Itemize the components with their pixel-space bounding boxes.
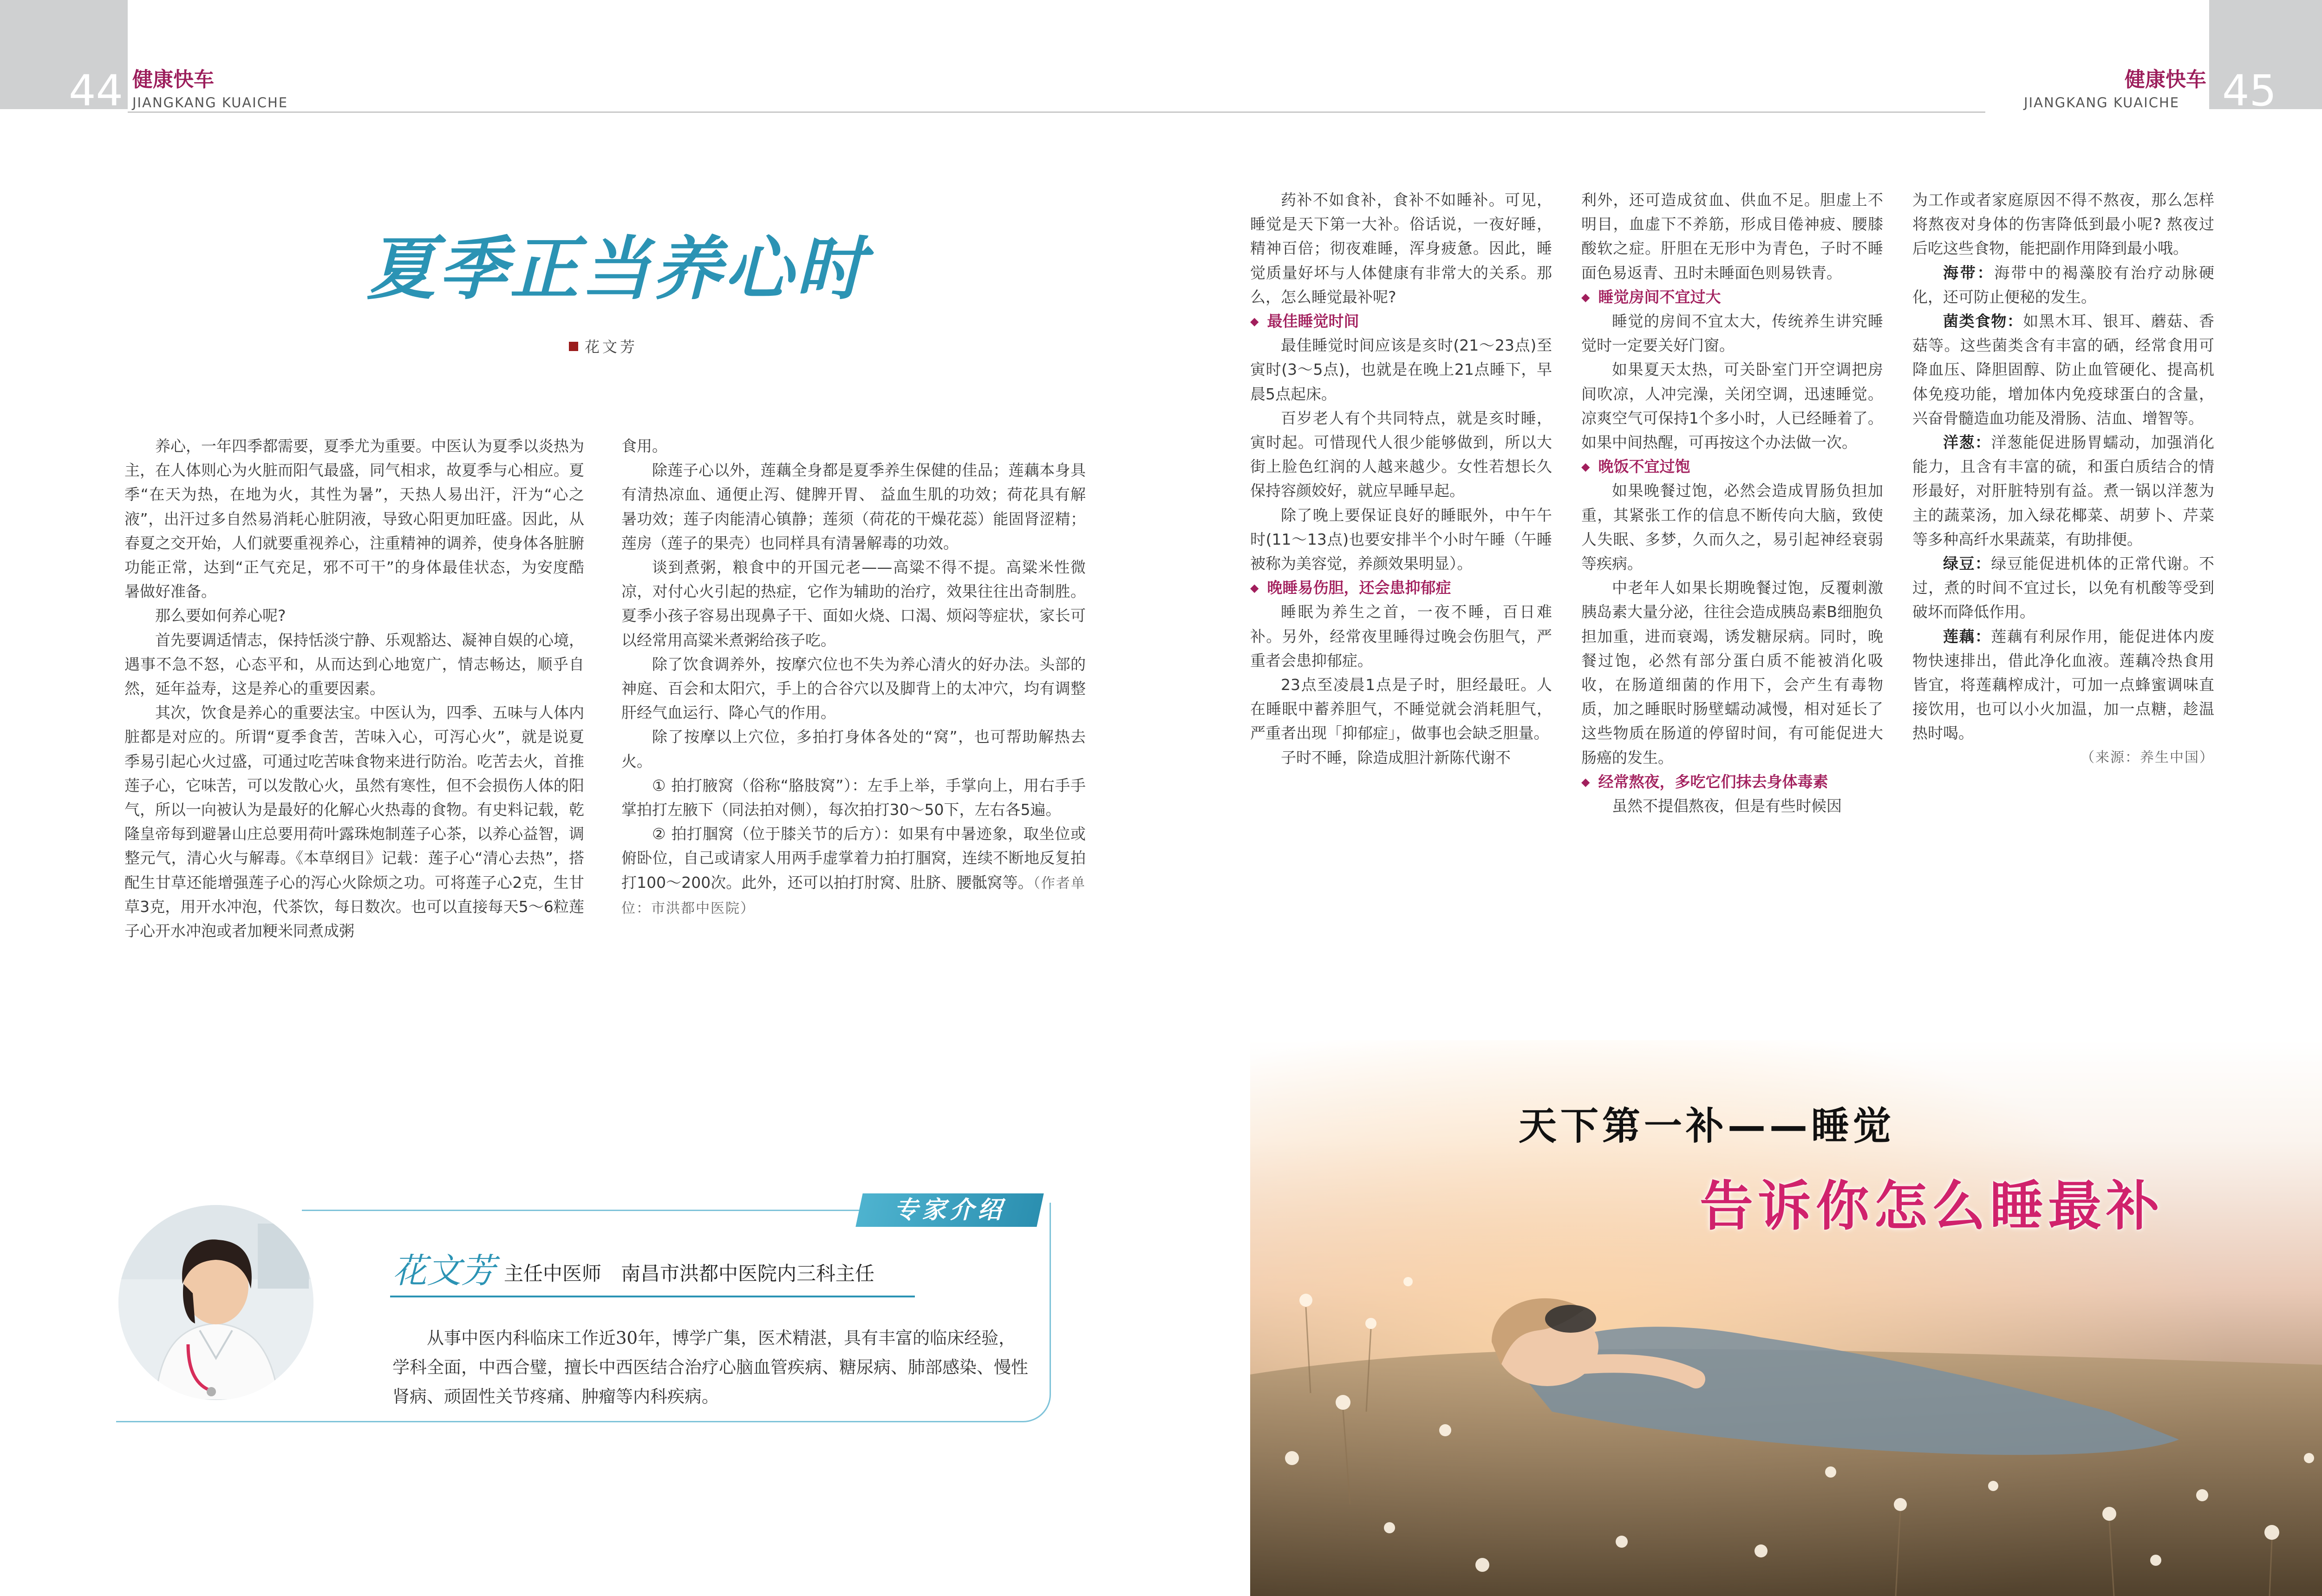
article-column-5 (1912, 188, 2214, 770)
section-heading: ◆ 经常熬夜，多吃它们抹去身体毒素 (1581, 770, 1883, 794)
paragraph: 除了晚上要保证良好的睡眠外，中午午时(11～13点)也要安排半个小时午睡（午睡被称为美容觉，养颜效果明显）。 (1250, 506, 1552, 573)
doctor-portrait (118, 1205, 313, 1400)
paragraph: 睡眠为养生之首，一夜不睡，百日难补。另外，经常夜里睡得过晚会伤胆气，严重者会患抑郁症。 (1250, 603, 1552, 670)
author-affiliation: （作者单位：市洪都中医院） (621, 875, 1086, 917)
paragraph: 23点至凌晨1点是子时，胆经最旺。人在睡眠中蓄养胆气，不睡觉就会消耗胆气，严重者出现「抑郁症」，做事也会缺乏胆量。 (1250, 676, 1552, 743)
food-name: 莲藕： (1943, 627, 1991, 645)
header-title-left: 健康快车 (132, 68, 214, 91)
expert-intro-label: 专家介绍 (894, 1196, 1005, 1224)
food-item (1912, 625, 2214, 746)
doctor-portrait-image (118, 1205, 313, 1400)
article-column-1 (124, 434, 584, 943)
expert-title-rule (390, 1296, 915, 1297)
expert-description: 从事中医内科临床工作近30年，博学广集，医术精湛，具有丰富的临床经验，学科全面，中西合璧，擅长中西医结合治疗心脑血管疾病、糖尿病、肺部感染、慢性肾病、顽固性关节疼痛、肿瘤等内科疾病。 (392, 1328, 1028, 1407)
paragraph: 那么要如何养心呢? (155, 606, 286, 625)
banner-title: 天下第一补——睡觉 (1519, 1104, 1895, 1148)
paragraph: 子时不睡，除造成胆汁新陈代谢不 (1281, 748, 1511, 767)
food-text: 莲藕有利尿作用，能促进体内废物快速排出，借此净化血液。莲藕冷热食用皆宜，将莲藕榨成汁，可加一点蜂蜜调味直接饮用，也可以小火加温，加一点糖，趁温热时喝。 (1912, 627, 2214, 743)
header-subtitle-left: JIANGKANG KUAICHE (132, 95, 288, 111)
food-item (1912, 552, 2214, 625)
paragraph: ① 拍打腋窝（俗称“胳肢窝”）：左手上举，手掌向上，用右手手掌拍打左腋下（同法拍对侧），每次拍打30～50下，左右各5遍。 (621, 776, 1086, 819)
paragraph: 养心，一年四季都需要，夏季尤为重要。中医认为夏季以炎热为主，在人体则心为火脏而阳气最盛，同气相求，故夏季与心相应。夏季“在天为热，在地为火，其性为暑”，天热人易出汗，汗为“心之液”，出汗过多自然易消耗心脏阴液，导致心阳更加旺盛。因此，从春夏之交开始，人们就要重视养心，注重精神的调养，使身体各脏腑功能正常，达到“正气充足，邪不可干”的身体最佳状态，为安度酷暑做好准备。 (124, 437, 584, 601)
paragraph-text: ② 拍打腘窝（位于膝关节的后方）：如果有中暑迹象，取坐位或俯卧位，自己或请家人用两手虚掌着力拍打腘窝，连续不断地反复拍打100～200次。此外，还可以拍打肘窝、肚脐、腰骶窝等。 (621, 825, 1086, 892)
paragraph: 如果晚餐过饱，必然会造成胃肠负担加重，其紧张工作的信息不断传向大脑，致使人失眠、多梦，久而久之，易引起神经衰弱等疾病。 (1581, 482, 1883, 573)
paragraph: 食用。 (621, 437, 667, 455)
article-source: （来源：养生中国） (2081, 749, 2214, 766)
header-rule-left (128, 111, 1985, 113)
paragraph: 虽然不提倡熬夜，但是有些时候因 (1612, 797, 1842, 815)
article-title: 夏季正当养心时 (367, 229, 867, 309)
expert-name: 花文芳 (392, 1251, 496, 1291)
food-item (1912, 309, 2214, 430)
section-heading: ◆ 最佳睡觉时间 (1250, 309, 1552, 333)
page-number-left: 44 (69, 66, 124, 116)
author-name: 花文芳 (585, 338, 638, 356)
paragraph: 谈到煮粥，粮食中的开国元老——高粱不得不提。高粱米性微凉，对付心火引起的热症，它作为辅助的治疗，效果往往出奇制胜。夏季小孩子容易出现鼻子干、面如火烧、口渴、烦闷等症状，家长可以经常用高粱米煮粥给孩子吃。 (621, 558, 1086, 649)
paragraph: 中老年人如果长期晚餐过饱，反覆刺激胰岛素大量分泌，往往会造成胰岛素B细胞负担加重，进而衰竭，诱发糖尿病。同时，晚餐过饱，必然有部分蛋白质不能被消化吸收，在肠道细菌的作用下，会产生有毒物质，加之睡眠时肠壁蠕动减慢，相对延长了这些物质在肠道的停留时间，有可能促进大肠癌的发生。 (1581, 579, 1883, 767)
paragraph: 药补不如食补，食补不如睡补。可见，睡觉是天下第一大补。俗话说，一夜好睡，精神百倍；彻夜难睡，浑身疲惫。因此，睡觉质量好坏与人体健康有非常大的关系。那么，怎么睡觉最补呢? (1250, 191, 1552, 306)
page-number-right: 45 (2222, 66, 2277, 116)
article-column-4 (1581, 188, 1883, 818)
paragraph: 除莲子心以外，莲藕全身都是夏季养生保健的佳品；莲藕本身具有清热凉血、通便止泻、健脾开胃、 益血生肌的功效；荷花具有解暑功效；莲子肉能清心镇静；莲须（荷花的干燥花蕊）能固肾涩精；莲房（莲子的果壳）也同样具有清暑解毒的功效。 (621, 461, 1086, 552)
section-heading: ◆ 晚睡易伤胆，还会患抑郁症 (1250, 576, 1552, 600)
paragraph (621, 822, 1086, 921)
section-heading: ◆ 睡觉房间不宜过大 (1581, 285, 1883, 309)
paragraph: 如果夏天太热，可关卧室门开空调把房间吹凉，人冲完澡，关闭空调，迅速睡觉。凉爽空气可保持1个多小时，人已经睡着了。如果中间热醒，可再按这个办法做一次。 (1581, 360, 1883, 452)
article-column-2 (621, 434, 1086, 921)
paragraph: 睡觉的房间不宜太大，传统养生讲究睡觉时一定要关好门窗。 (1581, 312, 1883, 355)
paragraph: 其次，饮食是养心的重要法宝。中医认为，四季、五味与人体内脏都是对应的。所谓“夏季食苦，苦味入心，可泻心火”，就是说夏季易引起心火过盛，可通过吃苦味食物来进行防治。吃苦去火，首推莲子心，它味苦，可以发散心火，虽然有寒性，但不会损伤人体的阳气，所以一向被认为是最好的化解心火热毒的食物。有史料记载，乾隆皇帝每到避暑山庄总要用荷叶露珠炮制莲子心茶，以养心益智，调整元气，清心火与解毒。《本草纲目》记载：莲子心“清心去热”，搭配生甘草还能增强莲子心的泻心火除烦之功。可将莲子心2克，生甘草3克，用开水冲泡，代茶饮，每日数次。也可以直接每天5～6粒莲子心开水冲泡或者加粳米同煮成粥 (124, 704, 584, 940)
food-item (1912, 430, 2214, 552)
paragraph: 除了按摩以上穴位，多拍打身体各处的“窝”，也可帮助解热去火。 (621, 728, 1086, 770)
paragraph: 百岁老人有个共同特点，就是亥时睡，寅时起。可惜现代人很少能够做到，所以大街上脸色红润的人越来越少。女性若想长久保持容颜姣好，就应早睡早起。 (1250, 409, 1552, 500)
paragraph: 利外，还可造成贫血、供血不足。胆虚上不明目，血虚下不养筋，形成目倦神疲、腰膝酸软之症。肝胆在无形中为青色，子时不睡面色易返青、丑时未睡面色则易铁青。 (1581, 191, 1883, 282)
food-item (1912, 261, 2214, 309)
food-name: 海带： (1943, 263, 1995, 282)
banner-subtitle: 告诉你怎么睡最补 (1700, 1175, 2165, 1238)
expert-title: 主任中医师 南昌市洪都中医院内三科主任 (504, 1262, 875, 1285)
paragraph: 最佳睡觉时间应该是亥时(21～23点)至寅时(3～5点)，也就是在晚上21点睡下，早晨5点起床。 (1250, 336, 1552, 403)
food-name: 绿豆： (1943, 554, 1991, 573)
expert-intro-rule (302, 1210, 859, 1211)
food-text: 绿豆能促进机体的正常代谢。不过，煮的时间不宜过长，以免有机酸等受到破坏而降低作用。 (1912, 554, 2214, 621)
article-column-3 (1250, 188, 1552, 770)
section-heading: ◆ 晚饭不宜过饱 (1581, 455, 1883, 479)
expert-intro-tag (855, 1193, 1044, 1227)
article-byline (569, 335, 638, 357)
food-name: 菌类食物： (1943, 312, 2023, 331)
food-text: 海带中的褐藻胶有治疗动脉硬化，还可防止便秘的发生。 (1912, 263, 2215, 306)
paragraph: 除了饮食调养外，按摩穴位也不失为养心清火的好办法。头部的神庭、百会和太阳穴，手上的合谷穴以及脚背上的太冲穴，均有调整肝经气血运行、降心气的作用。 (621, 655, 1086, 722)
paragraph: 首先要调适情志，保持恬淡宁静、乐观豁达、凝神自娱的心境，遇事不急不怒，心态平和，从而达到心地宽广，情志畅达，顺乎自然，延年益寿，这是养心的重要因素。 (124, 631, 584, 698)
paragraph: 为工作或者家庭原因不得不熬夜，那么怎样将熬夜对身体的伤害降低到最小呢? 熬夜过后吃这些食物，能把副作用降到最小哦。 (1912, 191, 2214, 258)
header-title-right: 健康快车 (2125, 68, 2206, 91)
food-text: 洋葱能促进肠胃蠕动，加强消化能力，且含有丰富的硫，和蛋白质结合的情形最好，对肝脏特别有益。煮一锅以洋葱为主的蔬菜汤，加入绿花椰菜、胡萝卜、芹菜等多种高纤水果蔬菜，有助排便。 (1912, 433, 2214, 548)
food-name: 洋葱： (1943, 433, 1991, 452)
food-text: 如黑木耳、银耳、蘑菇、香菇等。这些菌类含有丰富的硒，经常食用可降血压、降胆固醇、防止血管硬化、提高机体免疫功能，增加体内免疫球蛋白的含量，兴奋骨髓造血功能及滑肠、洁血、增智等。 (1912, 312, 2214, 427)
header-subtitle-right: JIANGKANG KUAICHE (2024, 95, 2180, 111)
